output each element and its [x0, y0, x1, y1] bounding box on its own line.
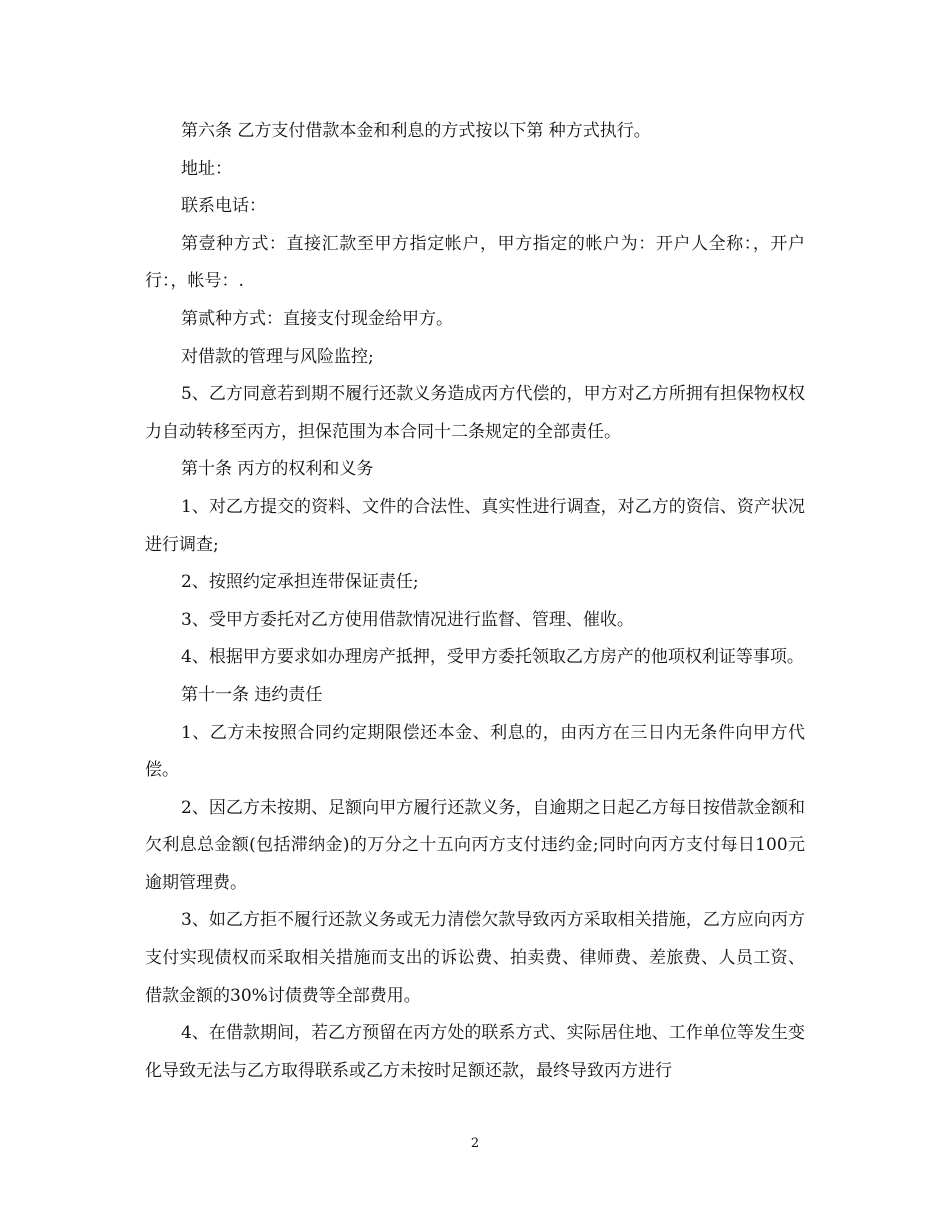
article-10-item-3: 3、受甲方委托对乙方使用借款情况进行监督、管理、催收。 — [181, 609, 634, 630]
page-number: 2 — [470, 1136, 480, 1151]
article-10-item-4: 4、根据甲方要求如办理房产抵押，受甲方委托领取乙方房产的他项权利证等事项。 — [181, 647, 804, 668]
clause-5-guarantee-transfer: 5、乙方同意若到期不履行还款义务造成丙方代偿的，甲方对乙方所拥有担保物权权力自动转移至丙方，担保范围为本合同十二条规定的全部责任。 — [145, 384, 805, 442]
article-6-heading: 第六条 乙方支付借款本金和利息的方式按以下第 种方式执行。 — [181, 121, 651, 141]
article-11-item-3: 3、如乙方拒不履行还款义务或无力清偿欠款导致丙方采取相关措施，乙方应向丙方支付实现债权而采取相关措施而支出的诉讼费、拍卖费、律师费、差旅费、人员工资、借款金额的30%讨债费等全部费用。 — [145, 910, 805, 1006]
payment-method-1: 第壹种方式：直接汇款至甲方指定帐户，甲方指定的帐户为：开户人全称：，开户行：，帐号：. — [145, 233, 805, 292]
payment-method-2: 第贰种方式：直接支付现金给甲方。 — [181, 308, 453, 329]
article-11-item-1: 1、乙方未按照合同约定期限偿还本金、利息的，由丙方在三日内无条件向甲方代偿。 — [145, 722, 805, 781]
article-11-heading: 第十一条 违约责任 — [181, 684, 323, 705]
article-10-item-1: 1、对乙方提交的资料、文件的合法性、真实性进行调查，对乙方的资信、资产状况进行调查; — [145, 496, 805, 555]
address-line: 地址： — [181, 158, 232, 179]
article-11-item-4: 4、在借款期间，若乙方预留在丙方处的联系方式、实际居住地、工作单位等发生变化导致无法与乙方取得联系或乙方未按时足额还款，最终导致丙方进行 — [145, 1023, 805, 1081]
article-10-item-2: 2、按照约定承担连带保证责任; — [181, 572, 419, 593]
article-11-item-2: 2、因乙方未按期、足额向甲方履行还款义务，自逾期之日起乙方每日按借款金额和欠利息总金额(包括滞纳金)的万分之十五向丙方支付违约金;同时向丙方支付每日100元逾期管理费。 — [145, 797, 805, 893]
article-10-heading: 第十条 丙方的权利和义务 — [181, 459, 374, 480]
document-body — [145, 113, 805, 1090]
loan-management-line: 对借款的管理与风险监控; — [181, 346, 374, 367]
phone-line: 联系电话： — [181, 196, 266, 217]
